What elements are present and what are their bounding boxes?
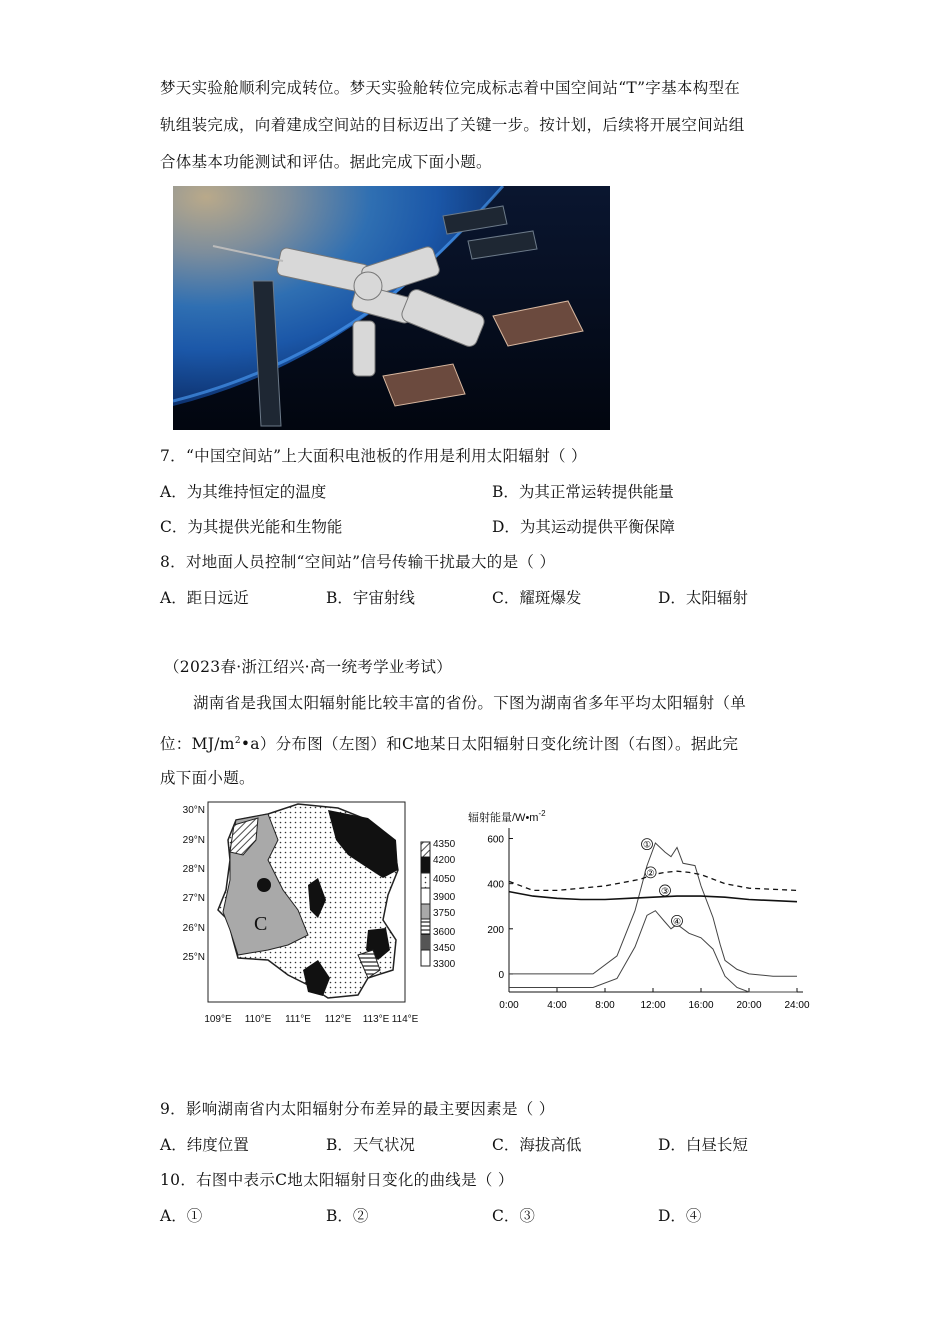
intro-line-1: 梦天实验舱顺利完成转位。梦天实验舱转位完成标志着中国空间站“T”字基本构型在 [160, 79, 741, 97]
radiation-daily-chart [462, 804, 822, 1024]
question-8-option-b[interactable]: B．宇宙射线 [326, 589, 415, 607]
lat-label: 26°N [182, 923, 205, 934]
lon-label: 113°E [362, 1014, 390, 1025]
y-tick-label: 200 [487, 924, 504, 936]
series-label: ④ [672, 917, 682, 928]
lat-label: 28°N [182, 864, 205, 875]
space-station-photo [173, 186, 610, 430]
x-tick-label: 8:00 [595, 1000, 615, 1011]
lon-label: 110°E [244, 1014, 272, 1025]
intro-line-3: 合体基本功能测试和评估。据此完成下面小题。 [160, 153, 492, 171]
intro2-line-3: 成下面小题。 [160, 769, 255, 787]
legend-value: 3750 [433, 908, 456, 919]
lat-label: 29°N [182, 835, 205, 846]
y-tick-label: 600 [487, 834, 504, 846]
x-tick-label: 4:00 [547, 1000, 567, 1011]
question-9-option-d[interactable]: D．白昼长短 [658, 1136, 748, 1154]
lon-label: 112°E [324, 1014, 352, 1025]
x-tick-label: 16:00 [688, 1000, 714, 1011]
legend-value: 3900 [433, 892, 456, 903]
question-9-option-c[interactable]: C．海拔高低 [492, 1136, 582, 1154]
series-line [509, 892, 797, 902]
question-8-option-c[interactable]: C．耀斑爆发 [492, 589, 582, 607]
question-7-option-c[interactable]: C．为其提供光能和生物能 [160, 518, 343, 536]
question-9-option-a[interactable]: A．纬度位置 [160, 1136, 249, 1154]
exam-source: （2023春·浙江绍兴·高一统考学业考试） [164, 658, 453, 676]
series-label: ② [646, 868, 655, 879]
intro-line-2: 轨组装完成，向着建成空间站的目标迈出了关键一步。按计划，后续将开展空间站组 [160, 116, 745, 134]
question-10-option-c[interactable]: C．③ [492, 1207, 535, 1225]
lat-label: 30°N [182, 805, 205, 816]
x-tick-label: 24:00 [784, 1000, 810, 1011]
series-line [509, 911, 797, 992]
lat-label: 25°N [182, 952, 205, 963]
y-tick-label: 0 [498, 969, 504, 981]
series-label: ③ [660, 886, 670, 897]
question-7-option-d[interactable]: D．为其运动提供平衡保障 [492, 518, 675, 536]
map-legend [421, 839, 456, 970]
question-8-option-a[interactable]: A．距日远近 [160, 589, 249, 607]
question-8-stem: 8．对地面人员控制“空间站”信号传输干扰最大的是（ ） [160, 553, 556, 571]
question-7-stem: 7．“中国空间站”上大面积电池板的作用是利用太阳辐射（ ） [160, 447, 587, 465]
question-7-option-a[interactable]: A．为其维持恒定的温度 [160, 483, 327, 501]
legend-value: 3600 [433, 927, 456, 938]
map-point-c: C [254, 913, 268, 935]
lon-label: 109°E [204, 1014, 232, 1025]
question-10-option-d[interactable]: D．④ [658, 1207, 702, 1225]
lon-label: 111°E [285, 1014, 311, 1025]
series-label: ① [642, 840, 652, 851]
legend-value: 3450 [433, 943, 456, 954]
chart-ylabel: 辐射能量$/W•m^{-2}$ [468, 809, 546, 824]
question-10-option-b[interactable]: B．② [326, 1207, 369, 1225]
y-tick-label: 400 [487, 879, 504, 891]
legend-value: 3300 [433, 959, 456, 970]
question-10-stem: 10．右图中表示C地太阳辐射日变化的曲线是（ ） [160, 1171, 514, 1189]
hunan-radiation-map [168, 800, 468, 1028]
legend-value: 4350 [433, 839, 456, 850]
question-8-option-d[interactable]: D．太阳辐射 [658, 589, 748, 607]
lat-label: 27°N [182, 893, 205, 904]
question-9-stem: 9．影响湖南省内太阳辐射分布差异的最主要因素是（ ） [160, 1100, 555, 1118]
legend-value: 4200 [433, 855, 456, 866]
series-line [509, 840, 797, 976]
x-tick-label: 0:00 [499, 1000, 519, 1011]
legend-value: 4050 [433, 874, 456, 885]
question-9-option-b[interactable]: B．天气状况 [326, 1136, 415, 1154]
question-10-option-a[interactable]: A．① [160, 1207, 203, 1225]
intro2-line-2: 位：$MJ/m^2•a$）分布图（左图）和C地某日太阳辐射日变化统计图（右图）。据此完 [160, 735, 739, 754]
intro2-line-1: 湖南省是我国太阳辐射能比较丰富的省份。下图为湖南省多年平均太阳辐射（单 [193, 694, 747, 712]
lon-label: 114°E [391, 1014, 419, 1025]
x-tick-label: 20:00 [736, 1000, 762, 1011]
x-tick-label: 12:00 [640, 1000, 666, 1011]
question-7-option-b[interactable]: B．为其正常运转提供能量 [492, 483, 674, 501]
